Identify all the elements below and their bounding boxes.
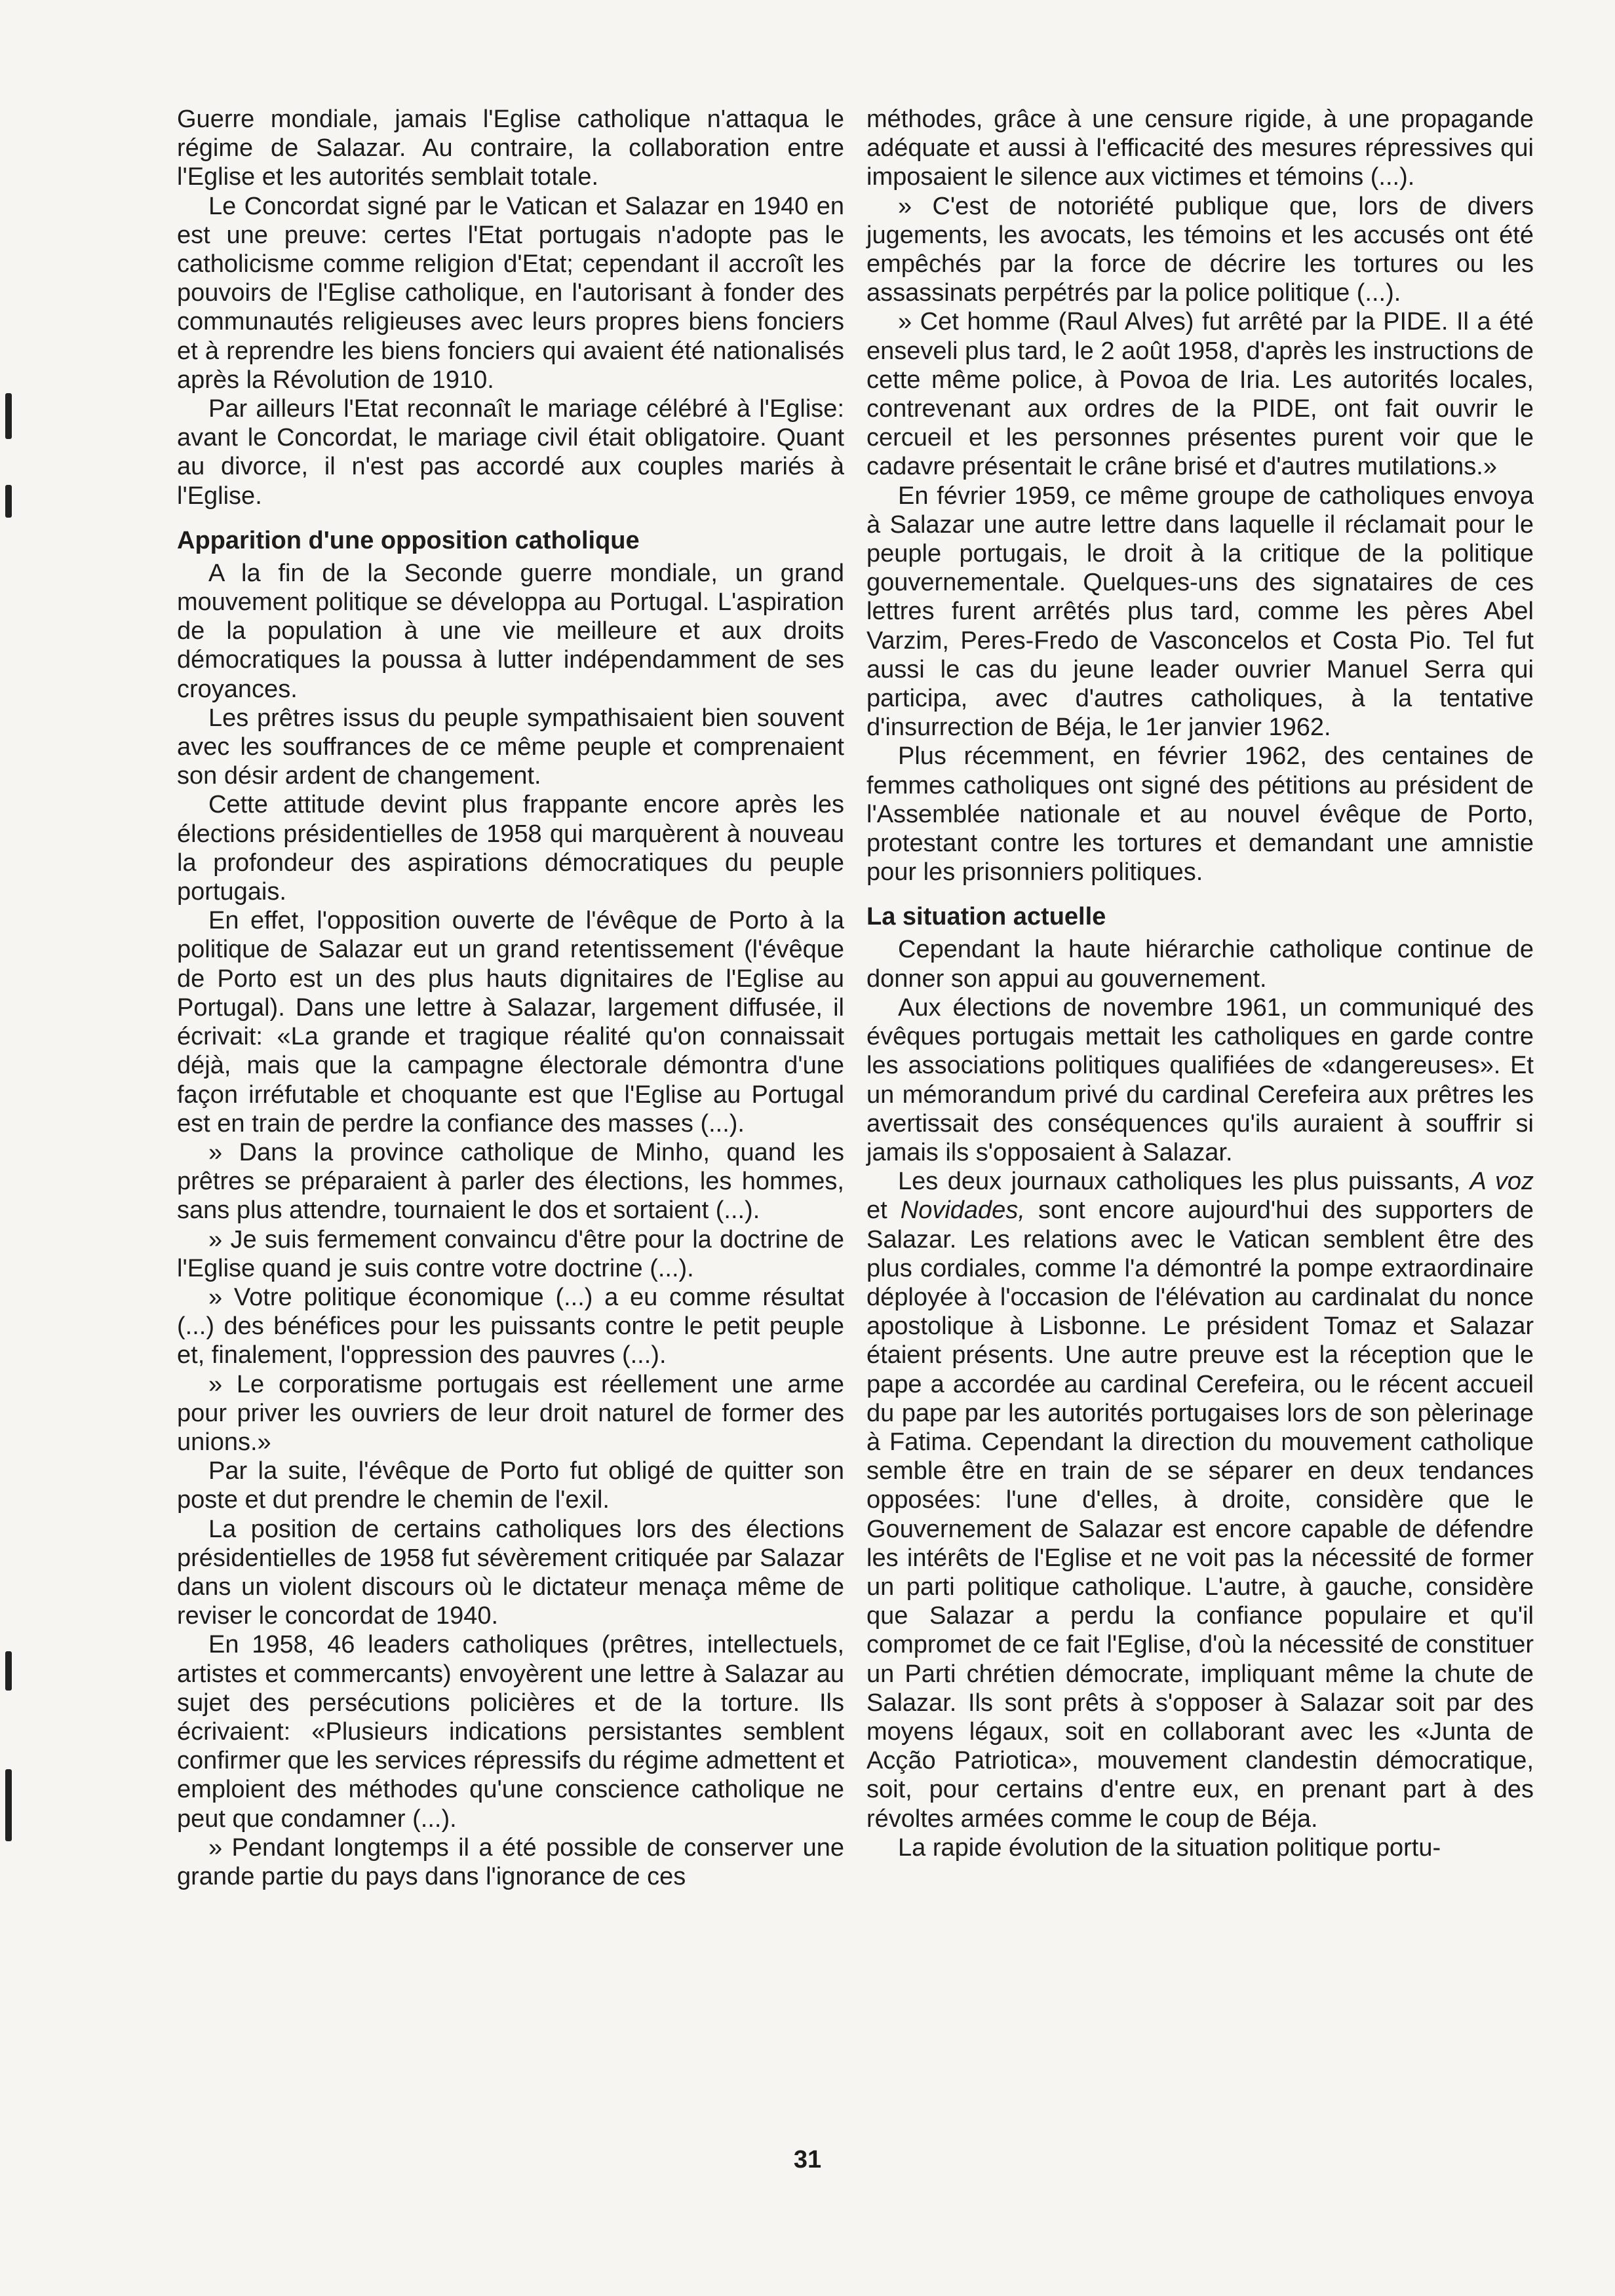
paragraph: Cette attitude devint plus frappante encore après les élections présidentielles de 1958 qui marquèrent à nouveau la profondeur des aspirations démocratiques du peuple portugais. — [177, 791, 844, 906]
paragraph: » Dans la province catholique de Minho, quand les prêtres se préparaient à parler des élections, les hommes, sans plus attendre, tournaient le dos et sortaient (...). — [177, 1138, 844, 1225]
paragraph: » Le corporatisme portugais est réellement une arme pour priver les ouvriers de leur droit naturel de former des unions.» — [177, 1370, 844, 1456]
paragraph: Par ailleurs l'Etat reconnaît le mariage célébré à l'Eglise: avant le Concordat, le mariage civil était obligatoire. Quant au divorce, il n'est pas accordé aux couples mariés à l'Eglise. — [177, 395, 844, 510]
paragraph: La position de certains catholiques lors des élections présidentielles de 1958 fut sévèrement critiquée par Salazar dans un violent discours où le dictateur menaça même de reviser le concordat de 1940. — [177, 1515, 844, 1630]
paragraph: » Cet homme (Raul Alves) fut arrêté par la PIDE. Il a été enseveli plus tard, le 2 août 1958, d'après les instructions de cette même police, à Povoa de Iria. Les autorités locales, contrevenant aux ordres de la PIDE, ont fait ouvrir le cercueil et les personnes présentes purent voir que le cadavre présentait le crâne brisé et d'autres mutilations.» — [866, 308, 1534, 481]
paragraph: En 1958, 46 leaders catholiques (prêtres, intellectuels, artistes et commercants) envoyèrent une lettre à Salazar au sujet des persécutions policières et de la torture. Ils écrivaient: «Plusieurs indications persistantes semblent confirmer que les services répressifs du régime admettent et emploient des méthodes qu'une conscience catholique ne peut que condamner (...). — [177, 1631, 844, 1833]
section-heading: La situation actuelle — [866, 903, 1106, 931]
text-run: sont encore aujourd'hui des supporters de Salazar. Les relations avec le Vatican semblent être des plus cordiales, comme l'a démontré la pompe extraordinaire déployée à l'occasion de l'élévation au cardinalat du nonce apostolique à Lisbonne. Le président Tomaz et Salazar étaient présents. Une autre preuve est la réception que le pape a accordée au cardinal Cerefeira, ou le récent accueil du pape par les autorités portugaises lors de son pèlerinage à Fatima. Cependant la direction du mouvement catholique semble être en train de se séparer en deux tendances opposées: l'une d'elles, à droite, considère que le Gouvernement de Salazar est encore capable de défendre les intérêts de l'Eglise et ne voit pas la nécessité de former un parti politique catholique. L'autre, à gauche, considère que Salazar a perdu la confiance populaire et qu'il compromet de ce fait l'Eglise, d'où la nécessité de constituer un Parti chrétien démocrate, impliquant même la chute de Salazar. Ils sont prêts à s'opposer à Salazar soit par des moyens légaux, soit en collaborant avec les «Junta de Acção Patriotica», mouvement clandestin démocratique, soit, pour certains d'entre eux, en prenant part à des révoltes armées comme le coup de Béja. — [866, 1196, 1534, 1833]
newspaper-title: A voz — [1469, 1168, 1534, 1196]
binder-mark — [5, 393, 12, 439]
paragraph: » Je suis fermement convaincu d'être pour la doctrine de l'Eglise quand je suis contre votre doctrine (...). — [177, 1225, 844, 1282]
page-number: 31 — [793, 2146, 822, 2173]
paragraph: Plus récemment, en février 1962, des centaines de femmes catholiques ont signé des pétitions au président de l'Assemblée nationale et au nouvel évêque de Porto, protestant contre les tortures et demandant une amnistie pour les prisonniers politiques. — [866, 742, 1534, 887]
paragraph: » Votre politique économique (...) a eu comme résultat (...) des bénéfices pour les puissants contre le petit peuple et, finalement, l'oppression des pauvres (...). — [177, 1283, 844, 1369]
paragraph: En février 1959, ce même groupe de catholiques envoya à Salazar une autre lettre dans laquelle il réclamait pour le peuple portugais, le droit à la critique de la politique gouvernementale. Quelques-uns des signataires de ces lettres furent arrêtés plus tard, comme les pères Abel Varzim, Peres-Fredo de Vasconcelos et Costa Pio. Tel fut aussi le cas du jeune leader ouvrier Manuel Serra qui participa, avec d'autres catholiques, à la tentative d'insurrection de Béja, le 1er janvier 1962. — [866, 482, 1534, 742]
binder-mark — [5, 1769, 12, 1841]
right-column — [866, 105, 1534, 1862]
paragraph: » Pendant longtemps il a été possible de conserver une grande partie du pays dans l'ignorance de ces — [177, 1833, 844, 1890]
paragraph: Guerre mondiale, jamais l'Eglise catholique n'attaqua le régime de Salazar. Au contraire, la collaboration entre l'Eglise et les autorités semblait totale. — [177, 105, 844, 191]
newspaper-title: Novidades, — [900, 1196, 1025, 1225]
paragraph: Le Concordat signé par le Vatican et Salazar en 1940 en est une preuve: certes l'Etat portugais n'adopte pas le catholicisme comme religion d'Etat; cependant il accroît les pouvoirs de l'Eglise catholique, en l'autorisant à fonder des communautés religieuses avec leurs propres biens fonciers et à reprendre les biens fonciers qui avaient été nationalisés après la Révolution de 1910. — [177, 192, 844, 394]
paragraph: Aux élections de novembre 1961, un communiqué des évêques portugais mettait les catholiques en garde contre les associations politiques qualifiées de «dangereuses». Et un mémorandum privé du cardinal Cerefeira aux prêtres les avertissait des conséquences qu'ils auraient à souffrir si jamais ils s'opposaient à Salazar. — [866, 993, 1534, 1166]
paragraph: En effet, l'opposition ouverte de l'évêque de Porto à la politique de Salazar eut un grand retentissement (l'évêque de Porto est un des plus hauts dignitaires de l'Eglise au Portugal). Dans une lettre à Salazar, largement diffusée, il écrivait: «La grande et tragique réalité qu'on connaissait déjà, mais que la campagne électorale démontra d'une façon irréfutable et choquante est que l'Eglise au Portugal est en train de perdre la confiance des masses (...). — [177, 907, 844, 1138]
left-column — [177, 105, 844, 1891]
paragraph: Par la suite, l'évêque de Porto fut obligé de quitter son poste et dut prendre le chemin de l'exil. — [177, 1457, 844, 1514]
paragraph: La rapide évolution de la situation politique portu- — [898, 1833, 1441, 1862]
binder-mark — [5, 1651, 12, 1691]
section-heading: Apparition d'une opposition catholique — [177, 526, 640, 554]
paragraph: A la fin de la Seconde guerre mondiale, un grand mouvement politique se développa au Portugal. L'aspiration de la population à une vie meilleure et aux droits démocratiques la poussa à lutter indépendamment de ses croyances. — [177, 559, 844, 703]
text-run: Les deux journaux catholiques les plus puissants, — [898, 1168, 1460, 1196]
paragraph — [866, 1167, 1534, 1833]
binder-mark — [5, 485, 12, 518]
text-run: et — [866, 1196, 887, 1225]
paragraph: méthodes, grâce à une censure rigide, à une propagande adéquate et aussi à l'efficacité des mesures répressives qui imposaient le silence aux victimes et témoins (...). — [866, 105, 1534, 191]
paragraph: Les prêtres issus du peuple sympathisaient bien souvent avec les souffrances de ce même peuple et comprenaient son désir ardent de changement. — [177, 704, 844, 790]
paragraph: Cependant la haute hiérarchie catholique continue de donner son appui au gouvernement. — [866, 936, 1534, 993]
paragraph: » C'est de notoriété publique que, lors de divers jugements, les avocats, les témoins et les accusés ont été empêchés par la force de décrire les tortures ou les assassinats perpétrés par la police politique (...). — [866, 192, 1534, 307]
